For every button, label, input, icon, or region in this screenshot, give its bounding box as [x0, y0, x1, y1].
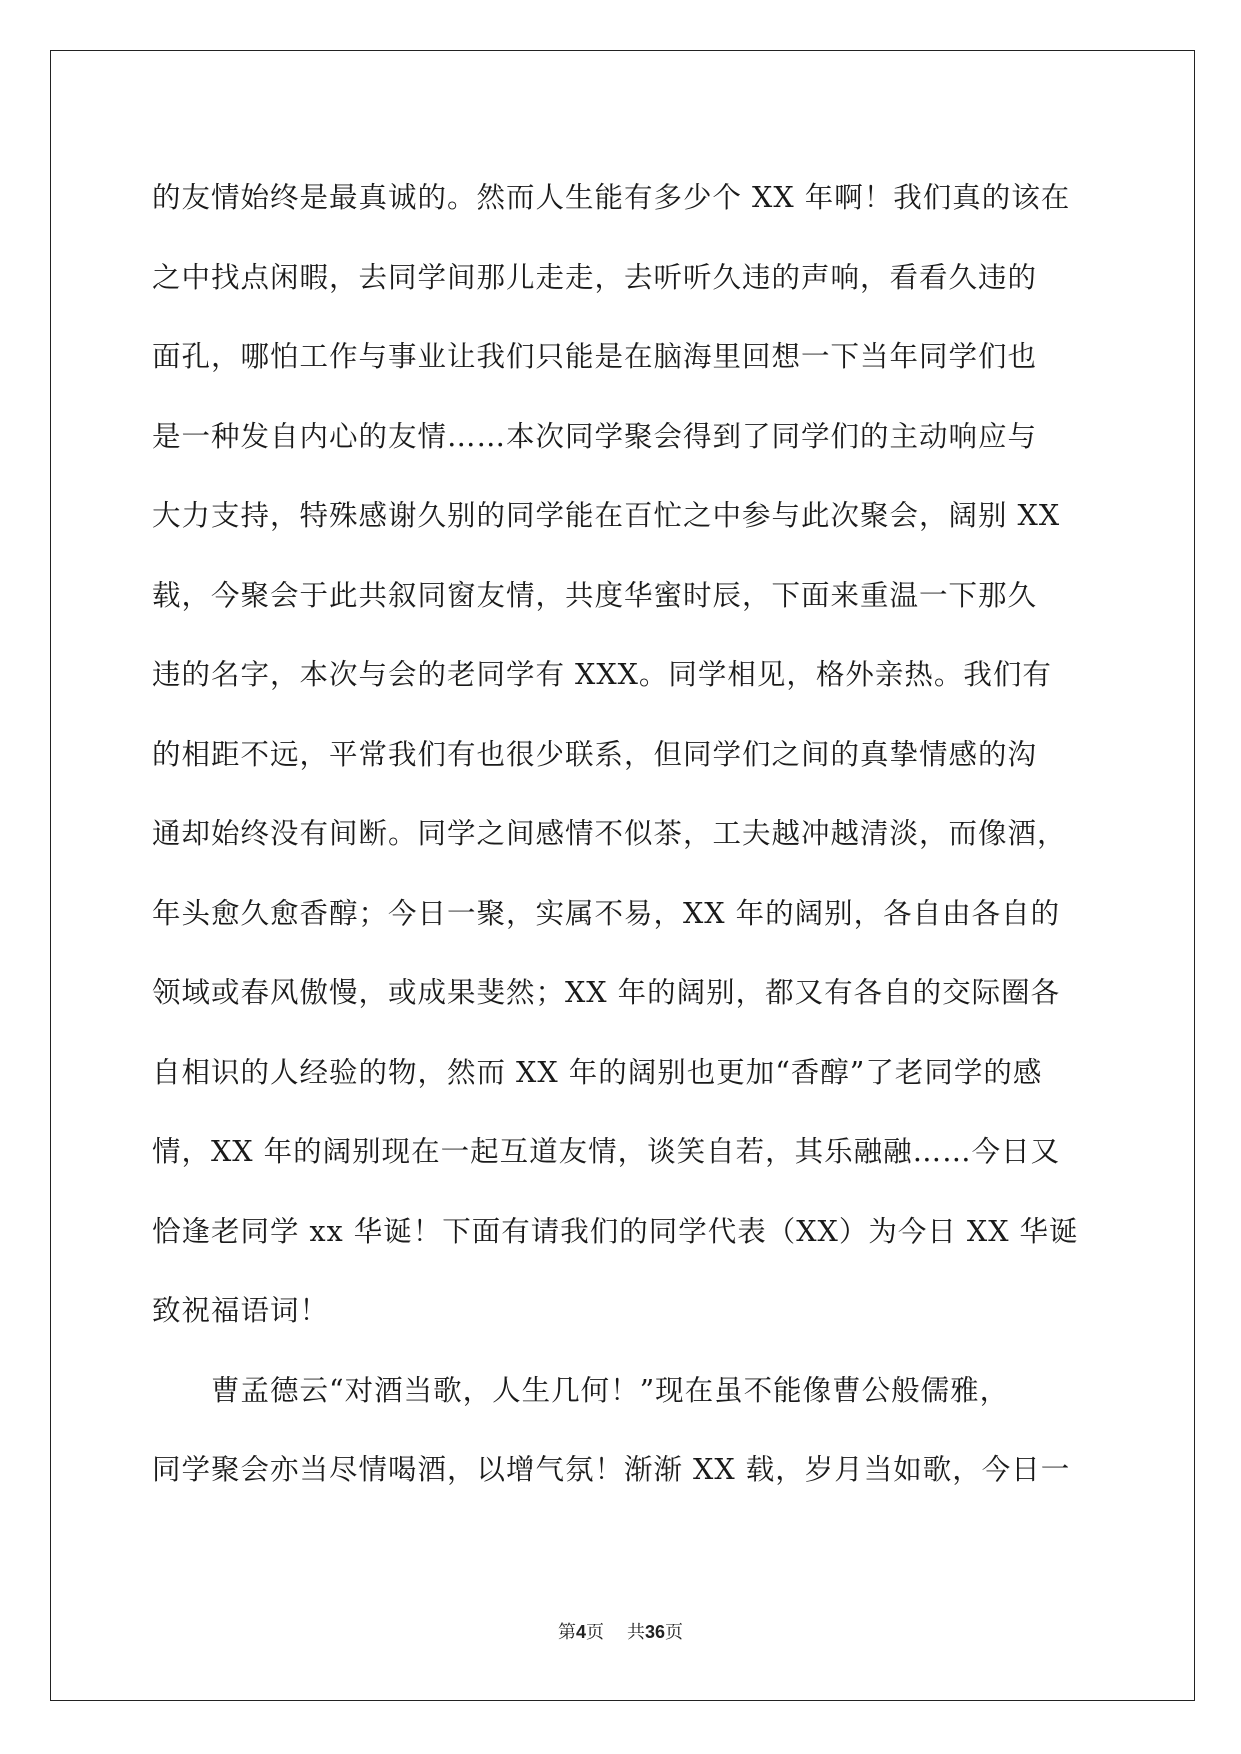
text-line-14: 恰逢老同学 xx 华诞！下面有请我们的同学代表（XX）为今日 XX 华诞 — [152, 1214, 1079, 1248]
text-line-17: 同学聚会亦当尽情喝酒，以增气氛！渐渐 XX 载，岁月当如歌，今日一 — [152, 1453, 1071, 1486]
text-line-10: 年头愈久愈香醇；今日一聚，实属不易，XX 年的阔别，各自由各自的 — [152, 896, 1061, 930]
text-line-15: 致祝福语词！ — [152, 1294, 330, 1327]
text-line-6: 载，今聚会于此共叙同窗友情，共度华蜜时辰，下面来重温一下那久 — [152, 578, 1038, 612]
text-line-9: 通却始终没有间断。同学之间感情不似茶，工夫越冲越清淡，而像酒， — [152, 817, 1067, 850]
page-number: 4 — [576, 1622, 587, 1642]
document-body — [152, 158, 1092, 1510]
total-pages: 36 — [644, 1622, 665, 1642]
page-suffix: 页 — [586, 1622, 605, 1643]
text-line-4: 是一种发自内心的友情……本次同学聚会得到了同学们的主动响应与 — [152, 419, 1038, 453]
text-line-8: 的相距不远，平常我们有也很少联系，但同学们之间的真挚情感的沟 — [152, 737, 1038, 771]
page-prefix: 第 — [558, 1622, 577, 1643]
text-line-5: 大力支持，特殊感谢久别的同学能在百忙之中参与此次聚会，阔别 XX — [152, 499, 1061, 532]
text-line-11: 领域或春风傲慢，或成果斐然；XX 年的阔别，都又有各自的交际圈各 — [152, 976, 1061, 1009]
text-line-16: 曹孟德云“对酒当歌，人生几何！”现在虽不能像曹公般儒雅， — [152, 1373, 1010, 1407]
text-line-1: 的友情始终是最真诚的。然而人生能有多少个 XX 年啊！我们真的该在 — [152, 181, 1071, 214]
text-line-7: 违的名字，本次与会的老同学有 XXX。同学相见，格外亲热。我们有 — [152, 658, 1052, 691]
text-line-2: 之中找点闲暇，去同学间那儿走走，去听听久违的声响，看看久违的 — [152, 260, 1038, 294]
text-line-12: 自相识的人经验的物，然而 XX 年的阔别也更加“香醇”了老同学的感 — [152, 1055, 1043, 1089]
total-prefix: 共 — [626, 1622, 645, 1643]
text-line-13: 情，XX 年的阔别现在一起互道友情，谈笑自若，其乐融融……今日又 — [152, 1135, 1061, 1168]
page-footer — [0, 1620, 1241, 1645]
total-suffix: 页 — [664, 1622, 683, 1643]
text-line-3: 面孔，哪怕工作与事业让我们只能是在脑海里回想一下当年同学们也 — [152, 340, 1038, 373]
